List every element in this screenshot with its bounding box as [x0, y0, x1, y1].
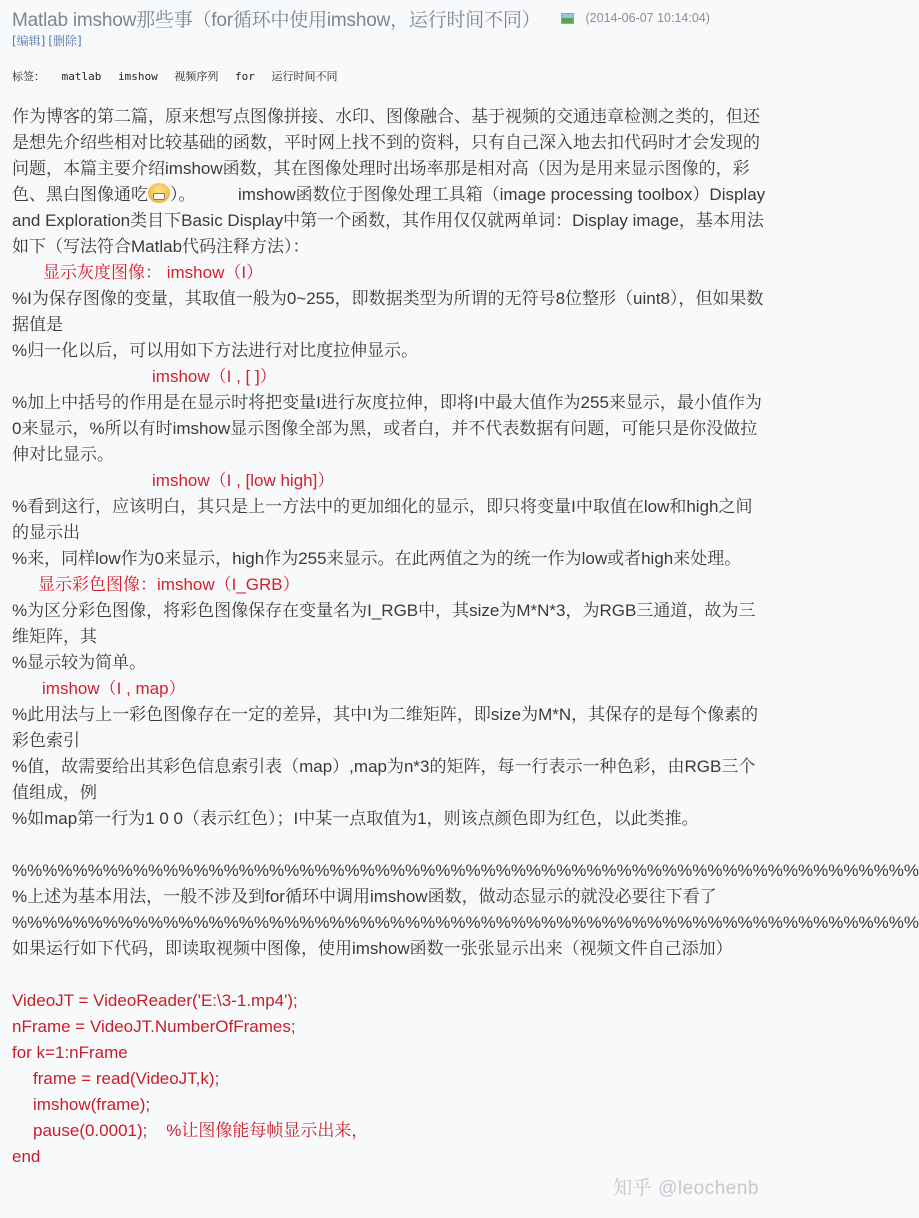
intro-text-end: ）。 [170, 185, 196, 204]
image-icon [561, 13, 574, 24]
tag-matlab[interactable]: matlab [61, 70, 102, 83]
post-body [12, 104, 919, 1170]
code-block [12, 988, 769, 1170]
code-line: imshow(frame); [33, 1095, 151, 1114]
delete-link[interactable]: [删除] [48, 34, 82, 48]
post-header [12, 0, 777, 36]
edit-link[interactable]: [编辑] [12, 34, 46, 48]
color-heading: 显示彩色图像：imshow（I_GRB） [38, 575, 300, 594]
map-heading: imshow（I , map） [42, 679, 186, 698]
stretch-heading: imshow（I , [ ]） [152, 367, 277, 386]
tag-runtime[interactable]: 运行时间不同 [271, 70, 338, 83]
range-heading: imshow（I , [low high]） [152, 471, 335, 490]
color-desc-1: %为区分彩色图像，将彩色图像保存在变量名为I_RGB中，其size为M*N*3，为RGB三通道，故为三维矩阵，其 [12, 601, 756, 646]
code-line: VideoJT = VideoReader('E:\3-1.mp4'); [12, 991, 298, 1010]
spacer [12, 962, 769, 988]
gray-desc-1: %I为保存图像的变量，其取值一般为0~255，即数据类型为所谓的无符号8位整形（uint8），但如果数据值是 [12, 289, 764, 334]
code-line: frame = read(VideoJT,k); [33, 1069, 220, 1088]
map-desc-3: %如map第一行为1 0 0（表示红色）；I中某一点取值为1，则该点颜色即为红色，以此类推。 [12, 809, 699, 828]
run-intro: 如果运行如下代码，即读取视频中图像，使用imshow函数一张张显示出来（视频文件自己添加） [12, 939, 733, 958]
intro-paragraph [12, 104, 769, 260]
zhihu-watermark: 知乎 @leochenb [613, 1178, 759, 1199]
code-line: pause(0.0001); %让图像能每帧显示出来， [33, 1121, 369, 1140]
divider-line-2: %%%%%%%%%%%%%%%%%%%%%%%%%%%%%%%%%%%%%%%%%%%%%%%%%%%%%%%%%%%% [12, 913, 919, 932]
tag-video-sequence[interactable]: 视频序列 [174, 70, 219, 83]
tag-list [12, 68, 777, 88]
range-desc-2: %来，同样low作为0来显示，high作为255来显示。在此两值之为的统一作为low或者high来处理。 [12, 549, 742, 568]
spacer [12, 832, 769, 858]
map-desc-1: %此用法与上一彩色图像存在一定的差异，其中I为二维矩阵，即size为M*N，其保存的是每个像素的彩色索引 [12, 705, 759, 750]
code-line: nFrame = VideoJT.NumberOfFrames; [12, 1017, 296, 1036]
tag-imshow[interactable]: imshow [118, 70, 158, 83]
intro-text: 作为博客的第二篇，原来想写点图像拼接、水印、图像融合、基于视频的交通违章检测之类的，但还是想先介绍些相对比较基础的函数，平时网上找不到的资料，只有自己深入地去扣代码时才会发现的问题，本篇主要介绍imshow函数，其在图像处理时出场率那是相对高（因为是用来显示图像的，彩色、黑白图像通吃 [12, 107, 760, 204]
tags-label: 标签： [12, 70, 45, 83]
range-desc-1: %看到这行，应该明白，其只是上一方法中的更加细化的显示，即只将变量I中取值在low和high之间的显示出 [12, 497, 753, 542]
tag-for[interactable]: for [235, 70, 255, 83]
grin-emoji-icon [148, 183, 170, 203]
map-desc-2: %值，故需要给出其彩色信息索引表（map）,map为n*3的矩阵，每一行表示一种色彩，由RGB三个值组成，例 [12, 757, 756, 802]
divider-line-1: %%%%%%%%%%%%%%%%%%%%%%%%%%%%%%%%%%%%%%%%%%%%%%%%%%%%%%%%%%%% [12, 861, 919, 880]
post-date: (2014-06-07 10:14:04) [585, 11, 710, 25]
gray-desc-2: %归一化以后，可以用如下方法进行对比度拉伸显示。 [12, 341, 419, 360]
code-line: for k=1:nFrame [12, 1043, 128, 1062]
gray-heading: 显示灰度图像： imshow（I） [43, 263, 264, 282]
color-desc-2: %显示较为简单。 [12, 653, 147, 672]
note-text: %上述为基本用法，一般不涉及到for循环中调用imshow函数，做动态显示的就没必要往下看了 [12, 887, 717, 906]
post-title: Matlab imshow那些事（for循环中使用imshow，运行时间不同） [12, 9, 541, 31]
post-actions [12, 34, 777, 52]
code-line: end [12, 1147, 41, 1166]
stretch-desc: %加上中括号的作用是在显示时将把变量I进行灰度拉伸，即将I中最大值作为255来显示，最小值作为0来显示，%所以有时imshow显示图像全部为黑，或者白，并不代表数据有问题，可能只是你没做拉伸对比显示。 [12, 393, 762, 464]
intro-text-toolbox: imshow函数位于图像处理工具箱（image processing toolbox）Display and Exploration类目下Basic Display中第一个函数，其作用仅仅就两单词：Display image，基本用法如下（写法符合Matlab代码注释方法）： [12, 185, 766, 256]
